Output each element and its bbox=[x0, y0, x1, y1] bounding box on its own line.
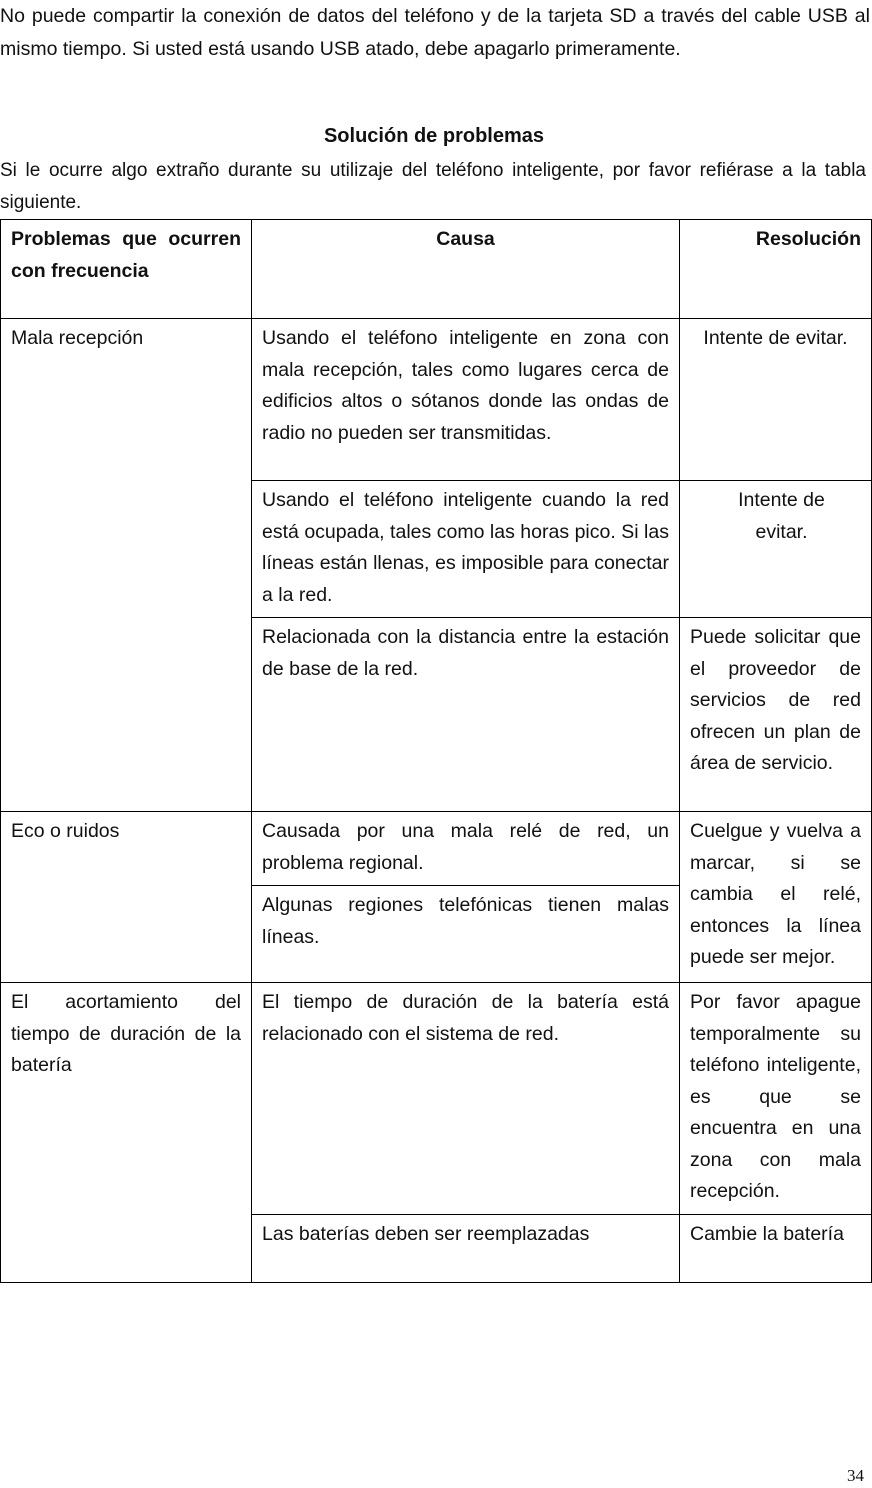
header-problems: Problemas que ocurren con frecuencia bbox=[1, 220, 252, 319]
cause-cell: Usando el teléfono inteligente cuando la red está ocupada, tales como las horas pico. Si las líneas están llenas, es imposible para conectar a la red. bbox=[252, 481, 680, 618]
header-cause: Causa bbox=[252, 220, 680, 319]
problem-cell: El acortamiento del tiempo de duración de la batería bbox=[1, 983, 252, 1283]
table-row bbox=[1, 983, 872, 1215]
cause-cell: Relacionada con la distancia entre la estación de base de la red. bbox=[252, 618, 680, 812]
cause-cell: Usando el teléfono inteligente en zona con mala recepción, tales como lugares cerca de edificios altos o sótanos donde las ondas de radio no pueden ser transmitidas. bbox=[252, 319, 680, 481]
resolution-cell: Por favor apague temporalmente su teléfono inteligente, es que se encuentra en una zona con mala recepción. bbox=[680, 983, 872, 1215]
lead-paragraph: Si le ocurre algo extraño durante su utilizaje del teléfono inteligente, por favor refiérase a la tabla siguiente. bbox=[0, 160, 866, 213]
resolution-cell: Cambie la batería bbox=[680, 1214, 872, 1282]
problem-cell: Mala recepción bbox=[1, 319, 252, 812]
resolution-cell: Intente de evitar. bbox=[680, 481, 872, 618]
header-resolution: Resolución bbox=[680, 220, 872, 319]
cause-cell: Las baterías deben ser reemplazadas bbox=[252, 1214, 680, 1282]
table-header-row bbox=[1, 220, 872, 319]
cause-cell: Algunas regiones telefónicas tienen malas líneas. bbox=[252, 886, 680, 983]
table-row bbox=[1, 319, 872, 481]
troubleshooting-table bbox=[0, 219, 872, 1283]
page-number: 34 bbox=[847, 1466, 864, 1485]
resolution-cell: Intente de evitar. bbox=[680, 319, 872, 481]
problem-cell: Eco o ruidos bbox=[1, 812, 252, 983]
cause-cell: El tiempo de duración de la batería está relacionado con el sistema de red. bbox=[252, 983, 680, 1215]
cause-cell: Causada por una mala relé de red, un problema regional. bbox=[252, 812, 680, 886]
resolution-cell: Puede solicitar que el proveedor de servicios de red ofrecen un plan de área de servicio. bbox=[680, 618, 872, 812]
section-title: Solución de problemas bbox=[323, 125, 545, 147]
intro-paragraph: No puede compartir la conexión de datos del teléfono y de la tarjeta SD a través del cable USB al mismo tiempo. Si usted está usando USB atado, debe apagarlo primeramente. bbox=[0, 5, 870, 60]
table-row bbox=[1, 812, 872, 886]
resolution-cell: Cuelgue y vuelva a marcar, si se cambia el relé, entonces la línea puede ser mejor. bbox=[680, 812, 872, 983]
